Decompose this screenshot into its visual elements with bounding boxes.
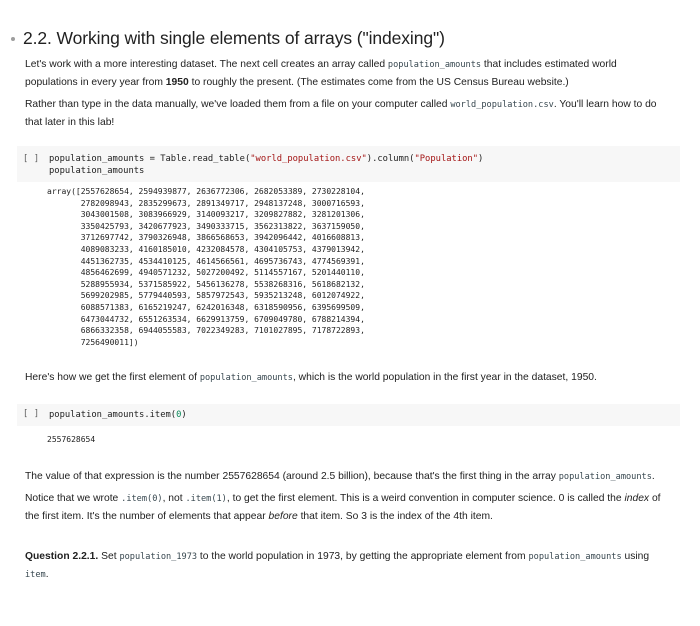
- text: .: [651, 471, 655, 482]
- inline-code: population_amounts: [528, 552, 622, 562]
- output-line: 7256490011]): [47, 337, 139, 347]
- text: Rather than type in the data manually, we've loaded them from a file on your computer called: [25, 99, 451, 110]
- inline-code: .item(1): [185, 494, 227, 504]
- inline-code: population_amounts: [387, 60, 482, 70]
- inline-code: population_1973: [119, 552, 198, 562]
- code-editor[interactable]: [49, 409, 187, 421]
- code-token: population_amounts: [49, 166, 145, 176]
- text: Set: [98, 551, 120, 562]
- output-line: 2782098943, 2835299673, 2891349717, 2948137248, 3000716593,: [47, 198, 365, 208]
- code-string: "world_population.csv": [250, 154, 367, 164]
- output-line: 4856462699, 4940571232, 5027200492, 5114557167, 5201440110,: [47, 268, 365, 278]
- inline-code: population_amounts: [199, 373, 293, 383]
- code-token: population_amounts.item(: [49, 410, 177, 420]
- text: populations in every year from: [25, 77, 166, 88]
- text: to roughly the present. (The estimates come from the US Census Bureau website.): [188, 77, 569, 88]
- code-cell-item[interactable]: [17, 404, 680, 426]
- run-cell-button[interactable]: [ ]: [22, 154, 40, 164]
- markdown-paragraph-intro: [25, 56, 680, 92]
- section-title: 2.2. Working with single elements of arrays ("indexing"): [23, 28, 445, 48]
- markdown-paragraph-file: [25, 96, 680, 132]
- text: Let's work with a more interesting dataset. The next cell creates an array called: [25, 59, 388, 70]
- italic-text: index: [624, 493, 650, 504]
- text: . You'll learn how to do: [553, 99, 657, 110]
- text: The value of that expression is the number 2557628654 (around 2.5 billion), because that's the first thing in the array: [25, 471, 559, 482]
- output-line: 3712697742, 3790326948, 3866568653, 3942096442, 4016608813,: [47, 233, 365, 243]
- question-label: Question 2.2.1.: [25, 551, 99, 562]
- output-line: 6473044732, 6551263534, 6629913759, 6709049780, 6788214394,: [47, 314, 365, 324]
- markdown-paragraph-question: [25, 548, 680, 584]
- text: the first item. It's the number of elements that appear: [25, 511, 269, 522]
- code-cell-read-table[interactable]: [17, 146, 680, 182]
- inline-code: world_population.csv: [450, 100, 554, 110]
- code-token: ): [478, 154, 484, 164]
- code-token: population_amounts = Table.read_table(: [49, 154, 251, 164]
- text: that includes estimated world: [481, 59, 617, 70]
- text: , not: [162, 493, 186, 504]
- output-line: 6866332358, 6944055583, 7022349283, 7101027895, 7178722893,: [47, 326, 365, 336]
- text: of: [649, 493, 661, 504]
- output-line: 3043001508, 3083966929, 3140093217, 3209827882, 3281201306,: [47, 210, 365, 220]
- run-cell-button[interactable]: [ ]: [22, 409, 40, 419]
- markdown-paragraph-first-element: [25, 369, 680, 387]
- cell-output-value: 2557628654: [47, 435, 96, 444]
- text: Notice that we wrote: [25, 493, 122, 504]
- code-number: 0: [176, 410, 182, 420]
- markdown-paragraph-index: [25, 490, 680, 526]
- text: that item. So 3 is the index of the 4th item.: [297, 511, 493, 522]
- inline-code: item: [25, 570, 46, 580]
- output-line: 5288955934, 5371585922, 5456136278, 5538268316, 5618682132,: [47, 279, 365, 289]
- code-token: ).column(: [366, 154, 415, 164]
- inline-code: .item(0): [121, 494, 163, 504]
- code-string: "Population": [414, 154, 479, 164]
- output-line: array([2557628654, 2594939877, 2636772306, 2682053389, 2730228104,: [47, 187, 365, 196]
- output-line: 5699202985, 5779440593, 5857972543, 5935213248, 6012074922,: [47, 291, 365, 301]
- text: , to get the first element. This is a weird convention in computer science. 0 is called the: [226, 493, 625, 504]
- code-token: ): [181, 410, 187, 420]
- inline-code: population_amounts: [558, 472, 652, 482]
- output-line: 4089083233, 4160185010, 4232084578, 4304105753, 4379013942,: [47, 244, 365, 254]
- text: using: [621, 551, 650, 562]
- output-line: 6088571383, 6165219247, 6242016348, 6318590956, 6395699509,: [47, 302, 365, 312]
- italic-text: before: [268, 511, 298, 522]
- code-editor[interactable]: [49, 153, 483, 177]
- section-header: [11, 28, 445, 49]
- text: to the world population in 1973, by getting the appropriate element from: [197, 551, 529, 562]
- bold-text: 1950: [165, 77, 189, 88]
- text: , which is the world population in the first year in the dataset, 1950.: [292, 372, 597, 383]
- text: that later in this lab!: [25, 117, 115, 128]
- markdown-paragraph-value: [25, 468, 680, 486]
- cell-output-array: [47, 186, 365, 348]
- output-line: 3350425793, 3420677923, 3490333715, 3562313822, 3637159050,: [47, 221, 365, 231]
- text: Here's how we get the first element of: [25, 372, 200, 383]
- output-line: 4451362735, 4534410125, 4614566561, 4695736743, 4774569391,: [47, 256, 365, 266]
- text: .: [45, 569, 49, 580]
- collapse-dot-icon[interactable]: [11, 37, 15, 41]
